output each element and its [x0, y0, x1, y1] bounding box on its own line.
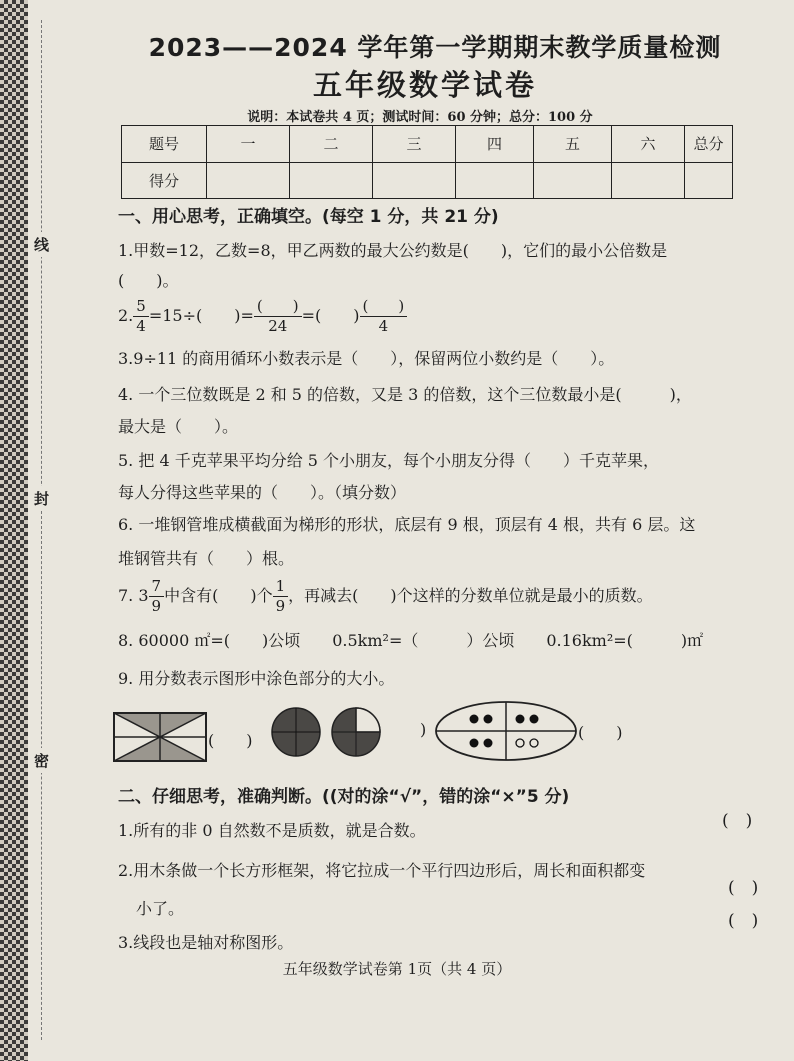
binding-label-feng: 封	[34, 486, 49, 511]
binding-label-xian: 线	[34, 232, 49, 257]
score-header-row	[122, 126, 733, 163]
score-cell[interactable]	[373, 162, 456, 199]
section1-heading: 一、用心思考，正确填空。(每空 1 分，共 21 分)	[118, 207, 499, 227]
q9-answer-paren-2: )	[420, 720, 427, 739]
score-value-row	[122, 162, 733, 199]
score-header-cell: 二	[290, 126, 373, 163]
question-4-line2: 最大是（ ）。	[118, 417, 239, 436]
score-cell[interactable]	[290, 162, 373, 199]
q2-f2-denominator: 24	[268, 317, 288, 335]
q9-answer-paren-1: ( )	[208, 731, 253, 750]
score-header-cell: 题号	[122, 126, 207, 163]
q7-tail: ，再减去( )个这样的分数单位就是最小的质数。	[288, 586, 653, 605]
exam-note: 说明：本试卷共 4 页；测试时间：60 分钟；总分：100 分	[247, 110, 593, 125]
score-header-cell: 四	[456, 126, 534, 163]
q7-f2-denominator: 9	[275, 597, 286, 615]
q7-fraction-1	[149, 577, 165, 616]
dot-filled	[530, 715, 539, 724]
question-3: 3.9÷11 的商用循环小数表示是（ ），保留两位小数约是（ ）。	[118, 349, 615, 368]
q7-prefix: 7. 3	[118, 586, 149, 605]
page-footer: 五年级数学试卷第 1页（共 4 页）	[282, 960, 512, 978]
dot-filled	[484, 739, 493, 748]
judge-question-2-line2: 小了。	[136, 899, 185, 918]
score-cell[interactable]	[207, 162, 290, 199]
q9-circle-figure-2	[330, 706, 382, 758]
score-header-cell: 一	[207, 126, 290, 163]
question-1-line1: 1.甲数=12，乙数=8，甲乙两数的最大公约数是( )，它们的最小公倍数是	[118, 241, 668, 260]
q9-ellipse-figure	[434, 700, 578, 762]
q2-fraction-1	[133, 297, 149, 336]
q2-f1-numerator: 5	[133, 297, 149, 317]
question-1-line2: ( )。	[118, 271, 179, 290]
q2-middle-1: =15÷( )=	[148, 306, 254, 325]
score-header-cell: 总分	[685, 126, 733, 163]
score-header-cell: 六	[612, 126, 685, 163]
q7-f1-numerator: 7	[149, 577, 165, 597]
question-5-line1: 5. 把 4 千克苹果平均分给 5 个小朋友，每个小朋友分得（ ）千克苹果，	[118, 451, 660, 470]
q9-answer-paren-3: ( )	[578, 723, 623, 742]
q2-f3-denominator: 4	[378, 317, 389, 335]
exam-subtitle: 五年级数学试卷	[312, 68, 537, 102]
score-cell[interactable]	[612, 162, 685, 199]
q9-circle-figure-1	[270, 706, 322, 758]
q2-f1-denominator: 4	[136, 317, 146, 335]
score-cell[interactable]	[534, 162, 612, 199]
question-7	[118, 577, 653, 616]
score-header-cell: 五	[534, 126, 612, 163]
dot-filled	[484, 715, 493, 724]
score-cell[interactable]	[456, 162, 534, 199]
judge-paren-2[interactable]: ( )	[728, 878, 759, 898]
dot-empty	[530, 739, 538, 747]
score-table	[121, 125, 733, 199]
q2-f2-numerator: ( )	[254, 297, 302, 317]
question-6-line1: 6. 一堆钢管堆成横截面为梯形的形状，底层有 9 根，顶层有 4 根，共有 6 层。这	[118, 515, 696, 534]
dot-filled	[516, 715, 525, 724]
q2-fraction-3	[360, 297, 408, 336]
question-2	[118, 297, 407, 336]
q2-prefix: 2.	[118, 306, 134, 325]
q7-fraction-2	[273, 577, 289, 616]
q2-f3-numerator: ( )	[360, 297, 408, 317]
q7-f2-numerator: 1	[273, 577, 289, 597]
q7-middle: 中含有( )个	[164, 586, 273, 605]
circle-unshaded-quarter	[356, 708, 380, 732]
section2-heading: 二、仔细思考，准确判断。((对的涂“√”，错的涂“×”5 分)	[118, 787, 570, 807]
question-8: 8. 60000 ㎡=( )公顷 0.5km²=（ ）公顷 0.16km²=( )㎡	[118, 631, 704, 650]
judge-question-1: 1.所有的非 0 自然数不是质数，就是合数。	[118, 821, 426, 840]
dot-filled	[470, 715, 479, 724]
judge-question-3: 3.线段也是轴对称图形。	[118, 933, 294, 952]
question-5-line2: 每人分得这些苹果的（ ）。（填分数）	[118, 483, 407, 502]
q7-f1-denominator: 9	[151, 597, 162, 615]
q2-fraction-2	[254, 297, 302, 336]
dot-empty	[516, 739, 524, 747]
q2-middle-2: =( )	[301, 306, 360, 325]
score-row-label: 得分	[122, 162, 207, 199]
q9-rectangle-figure	[113, 712, 207, 762]
score-header-cell: 三	[373, 126, 456, 163]
exam-title: 2023——2024 学年第一学期期末教学质量检测	[148, 33, 722, 62]
binding-label-mi: 密	[34, 748, 49, 773]
question-9: 9. 用分数表示图形中涂色部分的大小。	[118, 669, 395, 688]
question-6-line2: 堆钢管共有（ ）根。	[118, 549, 295, 568]
score-cell[interactable]	[685, 162, 733, 199]
dot-filled	[470, 739, 479, 748]
judge-paren-3[interactable]: ( )	[728, 911, 759, 931]
question-4-line1: 4. 一个三位数既是 2 和 5 的倍数，又是 3 的倍数，这个三位数最小是( )，	[118, 385, 692, 404]
judge-paren-1[interactable]: ( )	[722, 811, 753, 831]
judge-question-2-line1: 2.用木条做一个长方形框架，将它拉成一个平行四边形后，周长和面积都变	[118, 861, 646, 880]
